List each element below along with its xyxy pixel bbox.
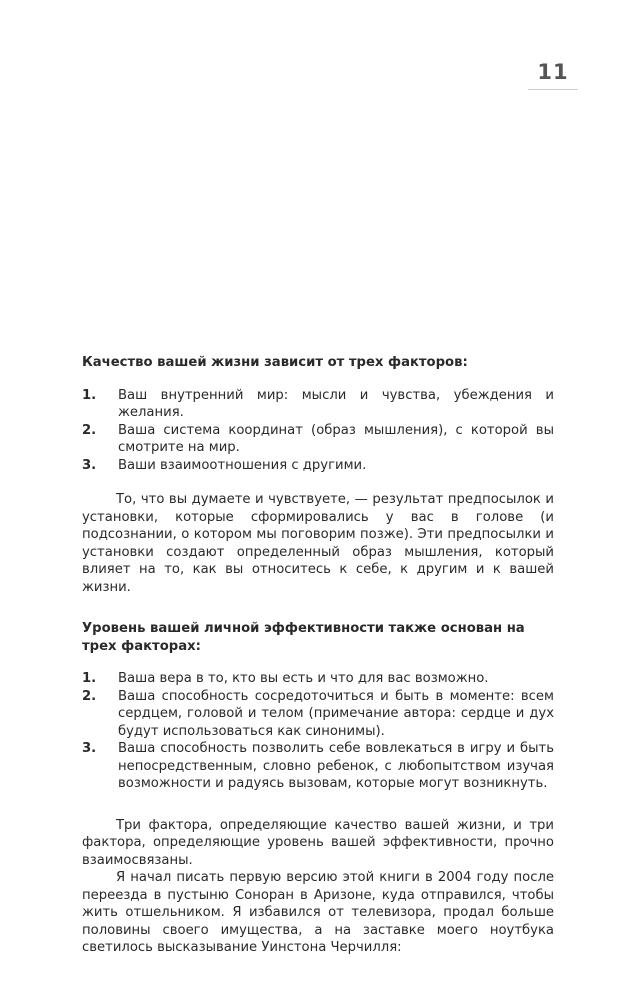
list-item-number: 3. [82, 741, 97, 756]
section-2-paragraph-1: Три фактора, определяющие качество вашей жизни, и три фактора, определяющие уровень вашей эффективности, прочно взаимосвязаны. [82, 817, 554, 868]
list-item-text: Ваш внутренний мир: мысли и чувства, убеждения и желания. [118, 387, 554, 420]
list-item [82, 457, 554, 475]
list-item-text: Ваша вера в то, кто вы есть и что для вас возможно. [118, 671, 489, 686]
list-item [82, 387, 554, 422]
list-item-number: 1. [82, 671, 97, 686]
section-1-heading: Качество вашей жизни зависит от трех факторов: [82, 355, 468, 370]
section-2-paragraph-2: Я начал писать первую версию этой книги в 2004 году после переезда в пустыню Соноран в Аризоне, куда отправился, чтобы жить отшельником. Я избавился от телевизора, продал больше половины своего имущества, а на заставке моего ноутбука светилось высказывание Уинстона Черчилля: [82, 870, 554, 955]
list-item-text: Ваша способность позволить себе вовлекаться в игру и быть непосредственным, словно ребенок, с любопытством изучая возможности и радуясь вызовам, которые могут возникнуть. [118, 741, 554, 791]
page-body [82, 354, 554, 957]
list-item-number: 3. [82, 457, 97, 473]
section-1-paragraph: То, что вы думаете и чувствуете, — результат предпосылок и установки, которые сформировались у вас в голове (и подсознании, о котором мы поговорим позже). Эти предпосылки и установки создают определенный образ мышления, который влияет на то, как вы относитесь к себе, к другим и к вашей жизни. [82, 492, 554, 595]
page-number: 11 [537, 60, 569, 84]
page-number-rule [528, 89, 578, 90]
list-item [82, 688, 554, 741]
list-item [82, 740, 554, 793]
section-1-list [82, 387, 554, 475]
list-item-text: Ваша способность сосредоточиться и быть в моменте: всем сердцем, головой и телом (примечание автора: сердце и дух будут использоваться как синонимы). [118, 688, 554, 739]
list-item-number: 2. [82, 688, 97, 704]
list-item-text: Ваша система координат (образ мышления), с которой вы смотрите на мир. [118, 422, 554, 455]
section-2-heading: Уровень вашей личной эффективности также основан на трех факторах: [82, 621, 525, 654]
list-item [82, 670, 554, 688]
list-item-text: Ваши взаимоотношения с другими. [118, 457, 367, 473]
list-item [82, 422, 554, 457]
list-item-number: 1. [82, 387, 97, 403]
section-2-list [82, 670, 554, 793]
list-item-number: 2. [82, 422, 97, 438]
